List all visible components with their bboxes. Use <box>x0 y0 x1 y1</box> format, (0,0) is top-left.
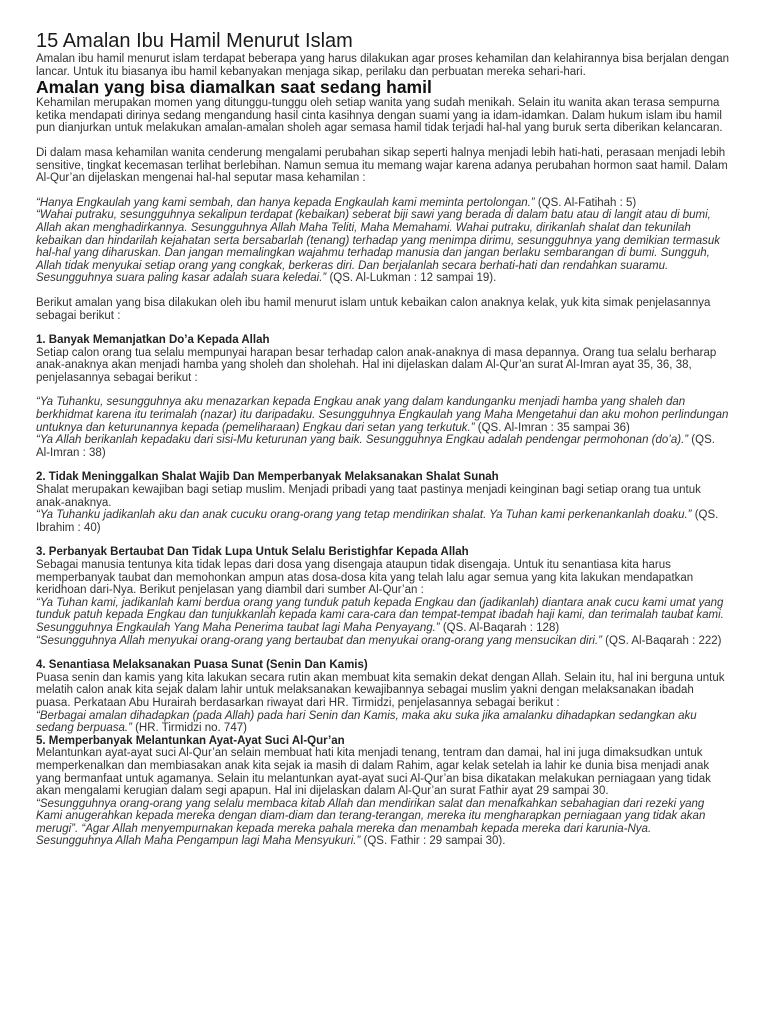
item-4-heading: 4. Senantiasa Melaksanakan Puasa Sunat (Senin Dan Kamis) <box>36 659 368 672</box>
item-3-heading: 3. Perbanyak Bertaubat Dan Tidak Lupa Untuk Selalu Beristighfar Kepada Allah <box>36 546 469 559</box>
quote-reference: (QS. Al-Baqarah : 222) <box>601 634 722 647</box>
section-heading: Amalan yang bisa diamalkan saat sedang hamil <box>36 77 432 98</box>
quote-text: “Sesungguhnya orang-orang yang selalu membaca kitab Allah dan mendirikan salat dan menafkahkan sebahagian dari rezeki yang Kami anugerahkan kepada mereka dengan diam-diam dan terang-terangan, mereka itu mengharapkan perniagaan yang tidak akan merugi”. “Agar Allah menyempurnakan kepada mereka pahala mereka dan menambah kepada mereka dari karunia-Nya. Sesungguhnya Allah Maha Pengampun lagi Maha Mensyukuri.” <box>36 797 706 848</box>
quote-text: “Sesungguhnya Allah menyukai orang-orang yang bertaubat dan menyukai orang-orang yang mensucikan diri.” <box>36 634 602 647</box>
quote-reference: (QS. Al-Lukman : 12 sampai 19). <box>326 272 497 285</box>
quote-reference: (QS. Ibrahim : 40) <box>36 509 719 534</box>
quote-reference: (QS. Al-Fatihah : 5) <box>534 196 637 209</box>
quote-block-2 <box>36 209 730 285</box>
page-title: 15 Amalan Ibu Hamil Menurut Islam <box>36 30 353 52</box>
intro-paragraph: Amalan ibu hamil menurut islam terdapat beberapa yang harus dilakukan agar proses kehamilan dan kelahirannya bisa berjalan dengan lancar. Untuk itu biasanya ibu hamil kebanyakan menjaga sikap, perilaku dan perbuatan mereka sehari-hari. <box>36 53 729 78</box>
quote-text: “Berbagai amalan dihadapkan (pada Allah) pada hari Senin dan Kamis, maka aku suka jika amalanku dihadapkan sedangkan aku sedang berpuasa.” <box>36 709 697 735</box>
item-1-quote-2 <box>36 434 730 459</box>
item-1-heading: 1. Banyak Memanjatkan Do’a Kepada Allah <box>36 334 270 347</box>
paragraph-1: Kehamilan merupakan momen yang ditunggu-tunggu oleh setiap wanita yang sudah menikah. Selain itu wanita akan terasa sempurna ketika mendapati dirinya sedang mengandung hasil cinta kasihnya dengan suami yang ia idam-idamkan. Dalam hukum islam ibu hamil pun dianjurkan untuk melakukan amalan-amalan sholeh agar semasa hamil tidak terjadi hal-hal yang buruk serta diberikan kelancaran. <box>36 97 723 135</box>
item-4-quote <box>36 710 730 735</box>
quote-reference: (QS. Al-Baqarah : 128) <box>439 621 560 634</box>
item-3-body: Sebagai manusia tentunya kita tidak lepas dari dosa yang disengaja ataupun tidak disengaja. Untuk itu senantiasa kita harus memperbanyak taubat dan memohonkan ampun atas dosa-dosa kita yang telah lalu agar semua yang kita lakukan mendapatkan keridhoan dari-Nya. Berikut penjelasan yang diambil dari sumber Al-Qur’an : <box>36 559 694 597</box>
paragraph-3: Berikut amalan yang bisa dilakukan oleh ibu hamil menurut islam untuk kebaikan calon anaknya kelak, yuk kita simak penjelasannya sebagai berikut : <box>36 296 711 322</box>
item-5-quote <box>36 798 730 848</box>
quote-text: “Ya Tuhanku jadikanlah aku dan anak cucuku orang-orang yang tetap mendirikan shalat. Ya Tuhan kami perkenankanlah doaku.” <box>36 509 692 522</box>
quote-text: “Hanya Engkaulah yang kami sembah, dan hanya kepada Engkaulah kami meminta pertolongan.” <box>36 196 535 209</box>
quote-reference: (HR. Tirmidzi no. 747) <box>131 722 247 735</box>
quote-text: “Ya Allah berikanlah kepadaku dari sisi-Mu keturunan yang baik. Sesungguhnya Engkau adalah pendengar permohonan (do’a).” <box>36 434 689 447</box>
item-5-heading: 5. Memperbanyak Melantunkan Ayat-Ayat Suci Al-Qur’an <box>36 734 345 747</box>
quote-text: “Wahai putraku, sesungguhnya sekalipun terdapat (kebaikan) seberat biji sawi yang berada di dalam batu atau di langit atau di bumi, Allah akan menghadirkannya. Sesungguhnya Allah Maha Teliti, Maha Memahami. Wahai putraku, dirikanlah shalat dan tekunilah kebaikan dan hindarilah kejahatan serta bersabarlah (tenang) terhadap yang menimpa dirimu, sesungguhnya yang demikian termasuk hal-hal yang diharuskan. Dan jangan memalingkan wajahmu terhadap manusia dan jangan berlaku sembarangan di bumi. Sungguh, Allah tidak menyukai setiap orang yang congkak, berkeras diri. Dan berjalanlah secara berhati-hati dan rendahkan suaramu. Sesungguhnya suara paling kasar adalah suara keledai.” <box>36 209 721 285</box>
quote-reference: (QS. Fathir : 29 sampai 30). <box>360 835 506 848</box>
item-2-body: Shalat merupakan kewajiban bagi setiap muslim. Menjadi pribadi yang taat pastinya menjadi keinginan bagi setiap orang tua untuk anak-anaknya. <box>36 484 701 509</box>
item-2-heading: 2. Tidak Meninggalkan Shalat Wajib Dan Memperbanyak Melaksanakan Shalat Sunah <box>36 471 499 484</box>
quote-text: “Ya Tuhan kami, jadikanlah kami berdua orang yang tunduk patuh kepada Engkau dan (jadikanlah) diantara anak cucu kami umat yang tunduk patuh kepada Engkau dan tunjukkanlah kepada kami cara-cara dan tempat-tempat ibadah haji kami, dan terimalah taubat kami. Sesungguhnya Engkaulah Yang Maha Penerima taubat lagi Maha Penyayang.” <box>36 596 724 634</box>
item-1-quote-1 <box>36 396 730 434</box>
paragraph-2: Di dalam masa kehamilan wanita cenderung mengalami perubahan sikap seperti halnya menjadi lebih hati-hati, perasaan menjadi lebih sensitive, tingkat kecemasan terlihat berlebihan. Namun semua itu memang wajar karena adanya perubahan hormon saat hamil. Dalam Al-Qur’an dijelaskan mengenai hal-hal seputar masa kehamilan : <box>36 146 728 185</box>
item-3-quote-1 <box>36 597 730 635</box>
item-5-body: Melantunkan ayat-ayat suci Al-Qur’an selain membuat hati kita menjadi tenang, tentram dan damai, hal ini juga dimaksudkan untuk memperkenalkan dan membiasakan anak kita sejak ia masih di dalam Rahim, agar kelak setelah ia lahir ke dunia bisa menjadi anak yang bermanfaat untuk agamanya. Selain itu melantunkan ayat-ayat suci Al-Qur’an bisa dikatakan melakukan perniagaan yang tidak akan mengalami kerugian dalam segi apapun. Hal ini dijelaskan dalam Al-Qur’an surat Fathir ayat 29 sampai 30. <box>36 747 711 798</box>
item-2-quote <box>36 509 730 534</box>
quote-reference: (QS. Al-Imran : 38) <box>36 434 715 459</box>
quote-block-1 <box>36 197 730 210</box>
item-3-quote-2 <box>36 635 730 648</box>
quote-text: “Ya Tuhanku, sesungguhnya aku menazarkan kepada Engkau anak yang dalam kandunganku menjadi hamba yang shaleh dan berkhidmat karena itu terimalah (nazar) itu daripadaku. Sesungguhnya Engkaulah yang Maha Mengetahui dan aku mohon perlindungan untuknya dan keturunannya kepada (pemeliharaan) Engkau dari setan yang terkutuk.” <box>36 396 729 434</box>
item-1-body: Setiap calon orang tua selalu mempunyai harapan besar terhadap calon anak-anaknya di masa depannya. Orang tua selalu berharap anak-anaknya akan menjadi hamba yang sholeh dan sholehah. Hal ini dijelaskan dalam Al-Qur’an surat Al-Imran ayat 35, 36, 38, penjelasannya sebagai berikut : <box>36 346 717 384</box>
quote-reference: (QS. Al-Imran : 35 sampai 36) <box>474 421 630 434</box>
item-4-body: Puasa senin dan kamis yang kita lakukan secara rutin akan membuat kita semakin dekat dengan Allah. Selain itu, hal ini berguna untuk melatih calon anak kita sejak dalam lahir untuk melaksanakan kewajibannya sebagai muslim yakni dengan melaksanakan ibadah puasa. Perkataan Abu Hurairah berdasarkan riwayat dari HR. Tirmidzi, penjelasannya sebagai berikut : <box>36 671 725 709</box>
